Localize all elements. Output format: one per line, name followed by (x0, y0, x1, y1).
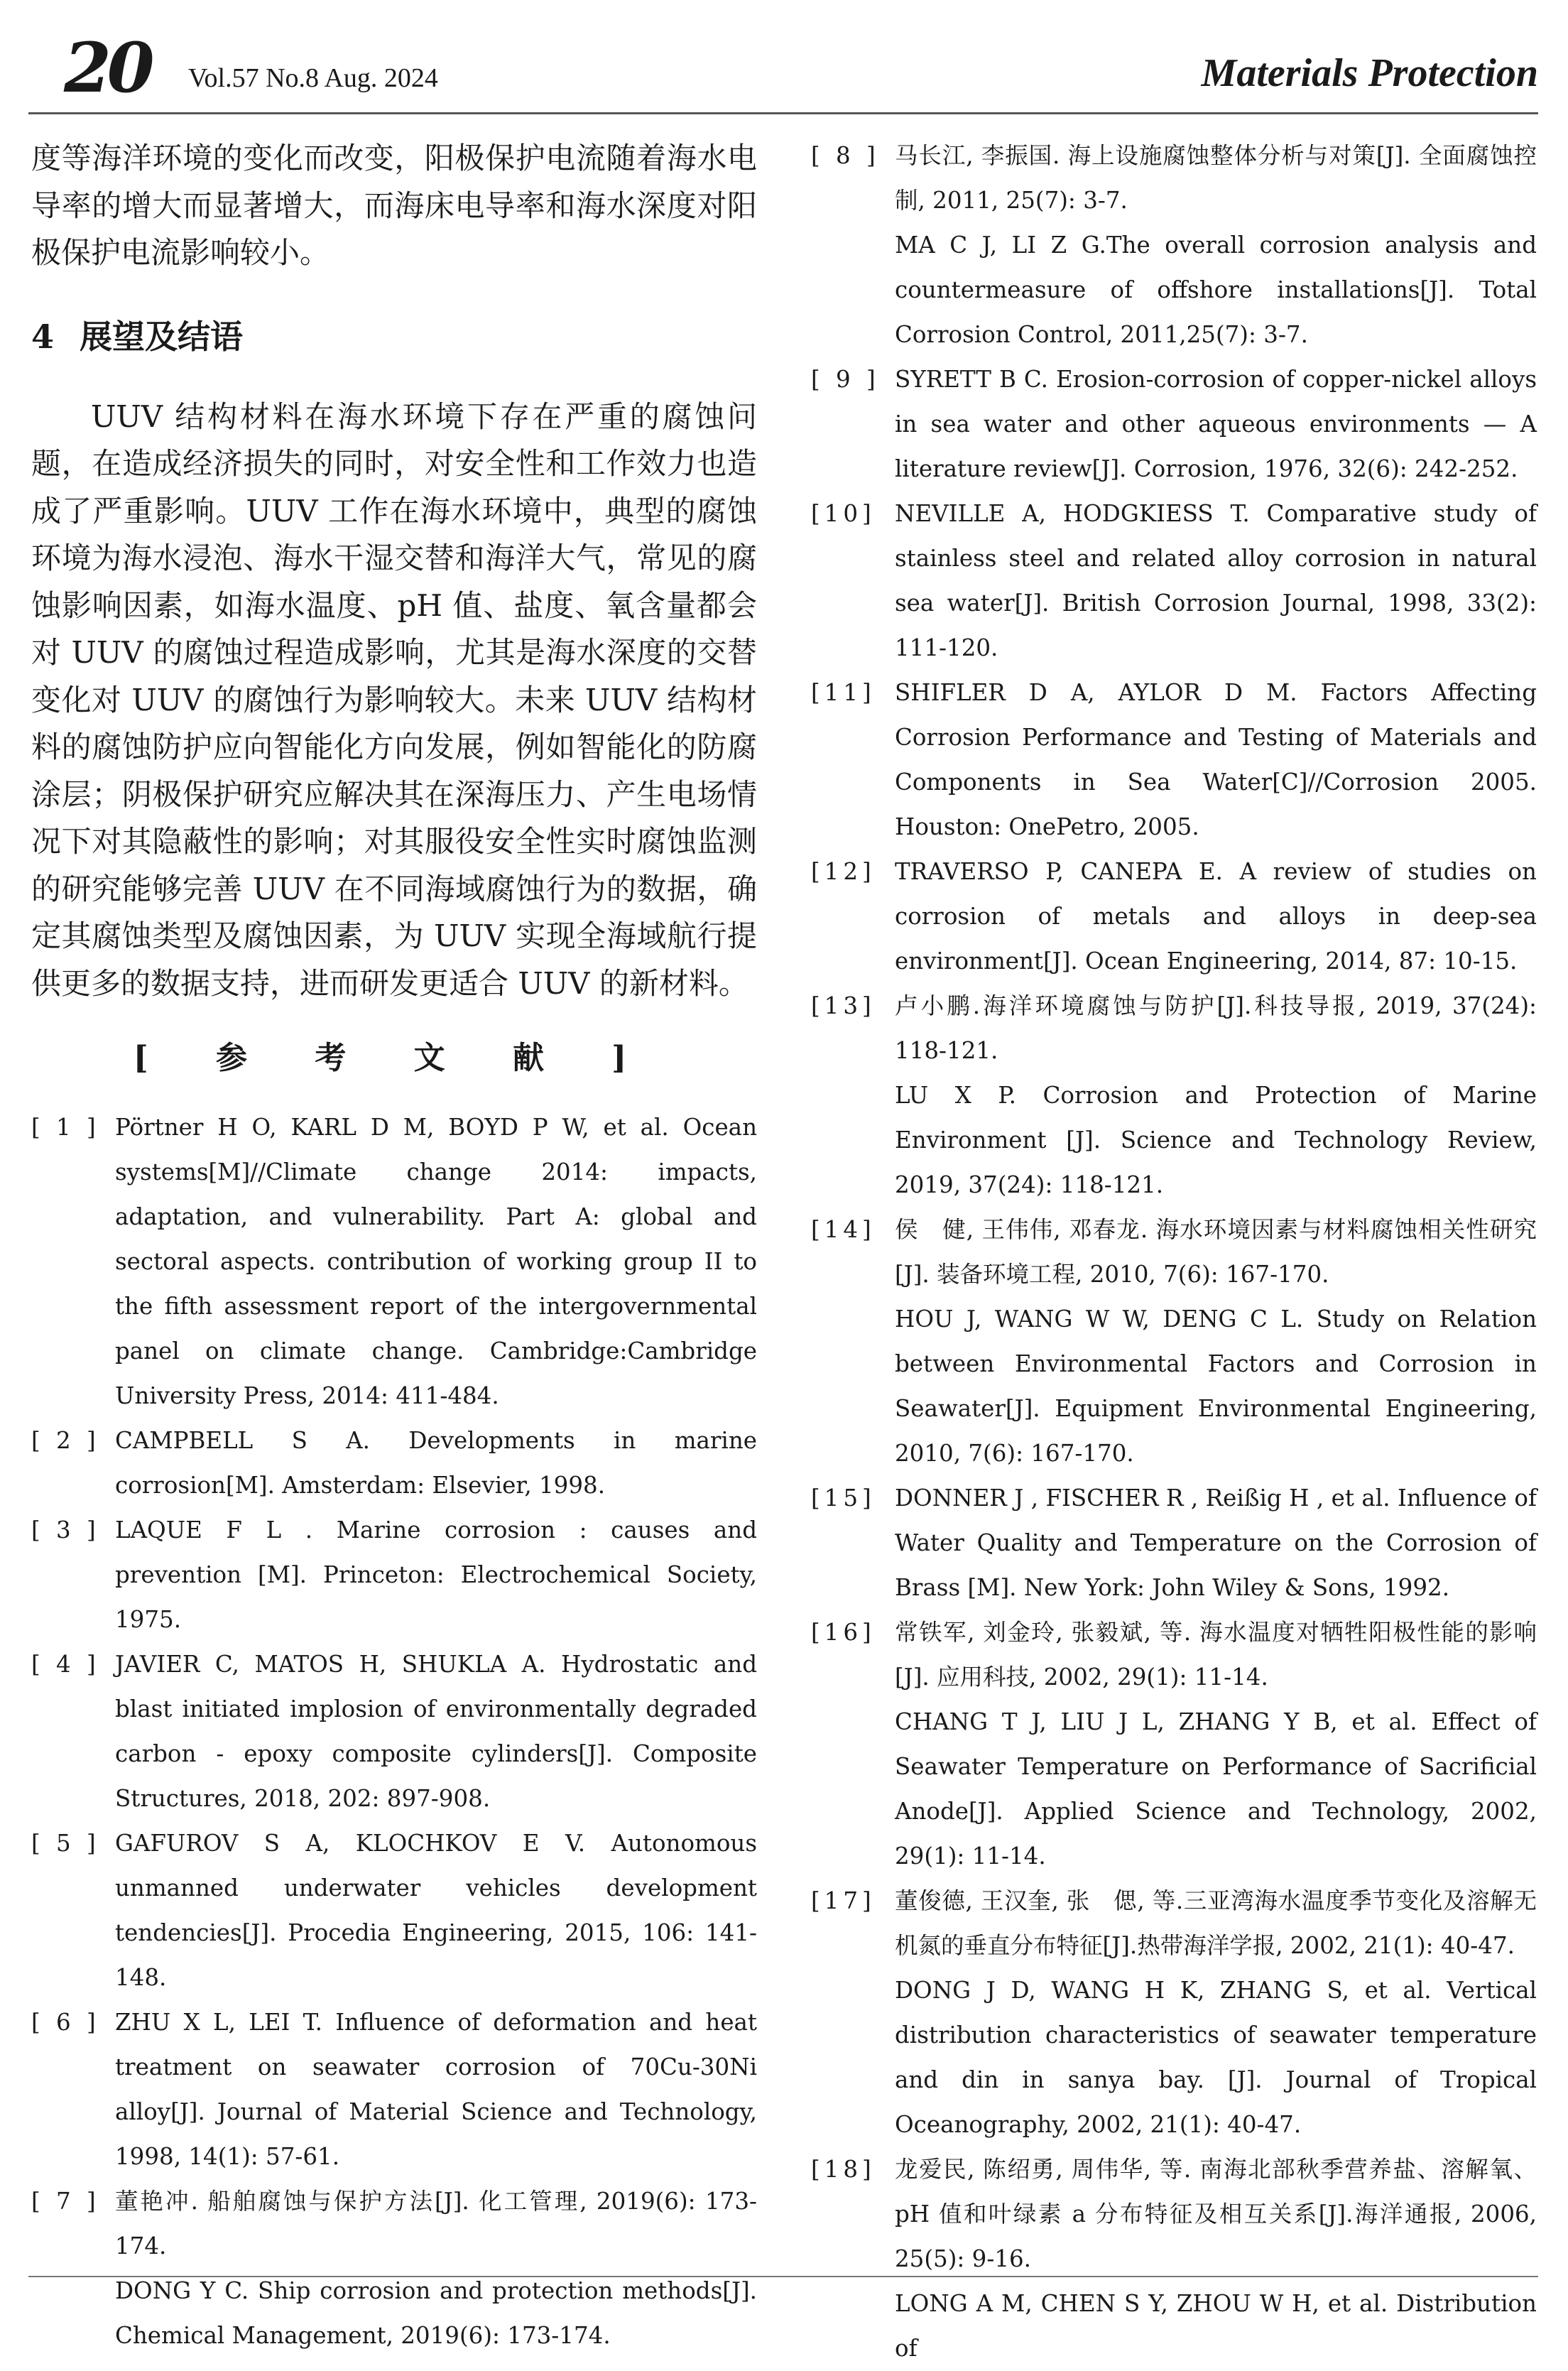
reference-item (811, 1610, 1537, 1879)
reference-number: [12] (811, 858, 876, 885)
reference-text-english: LU X P. Corrosion and Protection of Marine Environment [J]. Science and Technology Review, 2019, 37(24): 118-121. (895, 1082, 1537, 1198)
reference-number: [15] (811, 1485, 876, 1512)
reference-item (31, 1418, 757, 1508)
reference-text: 卢小鹏.海洋环境腐蚀与防护[J].科技导报, 2019, 37(24): 118-121. (895, 992, 1537, 1064)
page-header (28, 28, 1538, 108)
reference-text: 常铁军, 刘金玲, 张毅斌, 等. 海水温度对牺牲阳极性能的影响[J]. 应用科技, 2002, 29(1): 11-14. (895, 1619, 1537, 1691)
reference-text: CAMPBELL S A. Developments in marine corrosion[M]. Amsterdam: Elsevier, 1998. (115, 1427, 757, 1499)
reference-number: [ 9 ] (811, 366, 880, 393)
reference-number: [ 7 ] (31, 2188, 100, 2215)
reference-number: [17] (811, 1887, 876, 1914)
reference-item (31, 1508, 757, 1642)
reference-number: [ 8 ] (811, 142, 880, 169)
reference-number: [16] (811, 1619, 876, 1646)
reference-text-english: HOU J, WANG W W, DENG C L. Study on Relation between Environmental Factors and Corrosion in Seawater[J]. Equipment Environmental Engineering, 2010, 7(6): 167-170. (895, 1306, 1537, 1467)
reference-number: [ 4 ] (31, 1651, 100, 1678)
reference-text: GAFUROV S A, KLOCHKOV E V. Autonomous unmanned underwater vehicles development tendencies[J]. Procedia Engineering, 2015, 106: 141-148. (115, 1830, 757, 1991)
reference-item (31, 1105, 757, 1418)
reference-number: [11] (811, 679, 876, 706)
reference-number: [10] (811, 500, 876, 527)
reference-number: [13] (811, 992, 876, 1019)
right-column (811, 134, 1537, 2371)
reference-text: JAVIER C, MATOS H, SHUKLA A. Hydrostatic and blast initiated implosion of environmentally degraded carbon - epoxy composite cylinders[J]. Composite Structures, 2018, 202: 897-908. (115, 1651, 757, 1812)
reference-text: 董艳冲. 船舶腐蚀与保护方法[J]. 化工管理, 2019(6): 173-174. (115, 2188, 757, 2259)
section-title: 展望及结语 (80, 317, 244, 356)
reference-item (811, 357, 1537, 492)
reference-item (811, 671, 1537, 850)
reference-item (811, 984, 1537, 1208)
reference-item (811, 1476, 1537, 1610)
reference-number: [ 3 ] (31, 1517, 100, 1543)
reference-number: [18] (811, 2156, 876, 2183)
reference-text-english: MA C J, LI Z G.The overall corrosion analysis and countermeasure of offshore installations[J]. Total Corrosion Control, 2011,25(7): 3-7. (895, 232, 1537, 348)
reference-text-english: DONG Y C. Ship corrosion and protection methods[J]. Chemical Management, 2019(6): 173-174. (115, 2277, 757, 2349)
reference-item (811, 850, 1537, 984)
reference-number: [ 1 ] (31, 1114, 100, 1141)
reference-text: ZHU X L, LEI T. Influence of deformation and heat treatment on seawater corrosion of 70Cu-30Ni alloy[J]. Journal of Material Science and Technology, 1998, 14(1): 57-61. (115, 2009, 757, 2170)
reference-item (811, 1879, 1537, 2147)
section-body: UUV 结构材料在海水环境下存在严重的腐蚀问题，在造成经济损失的同时，对安全性和工作效力也造成了严重影响。UUV 工作在海水环境中，典型的腐蚀环境为海水浸泡、海水干湿交替和海洋大气，常见的腐蚀影响因素，如海水温度、pH 值、盐度、氧含量都会对 UUV 的腐蚀过程造成影响，尤其是海水深度的交替变化对 UUV 的腐蚀行为影响较大。未来 UUV 结构材料的腐蚀防护应向智能化方向发展，例如智能化的防腐涂层；阴极保护研究应解决其在深海压力、产生电场情况下对其隐蔽性的影响；对其服役安全性实时腐蚀监测的研究能够完善 UUV 在不同海域腐蚀行为的数据，确定其腐蚀类型及腐蚀因素，为 UUV 实现全海域航行提供更多的数据支持，进而研发更适合 UUV 的新材料。 (31, 398, 757, 1001)
references-list-right (811, 134, 1537, 2371)
reference-text: DONNER J , FISCHER R , Reißig H , et al. Influence of Water Quality and Temperature on the Corrosion of Brass [M]. New York: John Wiley & Sons, 1992. (895, 1485, 1537, 1601)
page-number: 20 (64, 28, 151, 108)
reference-item (811, 1208, 1537, 1476)
reference-number: [14] (811, 1216, 876, 1243)
journal-title: Materials Protection (1201, 51, 1538, 95)
references-heading: [ 参 考 文 献 ] (133, 1040, 655, 1076)
references-list-left (31, 1105, 757, 2358)
header-rule (28, 112, 1538, 114)
reference-item (31, 1642, 757, 1821)
reference-item (31, 2179, 757, 2358)
reference-text: TRAVERSO P, CANEPA E. A review of studies on corrosion of metals and alloys in deep-sea environment[J]. Ocean Engineering, 2014, 87: 10-15. (895, 858, 1537, 975)
reference-text: 龙爱民, 陈绍勇, 周伟华, 等. 南海北部秋季营养盐、溶解氧、pH 值和叶绿素 a 分布特征及相互关系[J].海洋通报, 2006, 25(5): 9-16. (895, 2156, 1537, 2272)
reference-text: 董俊德, 王汉奎, 张 偲, 等.三亚湾海水温度季节变化及溶解无机氮的垂直分布特征[J].热带海洋学报, 2002, 21(1): 40-47. (895, 1887, 1537, 1959)
section-heading (31, 314, 757, 359)
reference-item (31, 2000, 757, 2179)
reference-item (811, 492, 1537, 671)
reference-item (811, 2147, 1537, 2371)
reference-item (811, 134, 1537, 357)
reference-text: SHIFLER D A, AYLOR D M. Factors Affecting Corrosion Performance and Testing of Materials and Components in Sea Water[C]//Corrosion 2005. Houston: OnePetro, 2005. (895, 679, 1537, 840)
reference-number: [ 6 ] (31, 2009, 100, 2036)
reference-text-english: CHANG T J, LIU J L, ZHANG Y B, et al. Effect of Seawater Temperature on Performance of Sacrificial Anode[J]. Applied Science and Technology, 2002, 29(1): 11-14. (895, 1708, 1537, 1870)
reference-number: [ 2 ] (31, 1427, 100, 1454)
reference-item (31, 1821, 757, 2000)
intro-paragraph: 度等海洋环境的变化而改变，阳极保护电流随着海水电导率的增大而显著增大，而海床电导率和海水深度对阳极保护电流影响较小。 (31, 141, 757, 270)
reference-text: 侯 健, 王伟伟, 邓春龙. 海水环境因素与材料腐蚀相关性研究[J]. 装备环境工程, 2010, 7(6): 167-170. (895, 1216, 1537, 1288)
reference-text: 马长江, 李振国. 海上设施腐蚀整体分析与对策[J]. 全面腐蚀控制, 2011, 25(7): 3-7. (895, 142, 1537, 214)
issue-info: Vol.57 No.8 Aug. 2024 (188, 63, 438, 93)
reference-text: LAQUE F L . Marine corrosion : causes and prevention [M]. Princeton: Electrochemical Society, 1975. (115, 1517, 757, 1633)
left-column (31, 135, 757, 2358)
reference-text: Pörtner H O, KARL D M, BOYD P W, et al. Ocean systems[M]//Climate change 2014: impacts, adaptation, and vulnerability. Part A: global and sectoral aspects. contribution of working group II to the fifth assessment report of the intergovernmental panel on climate change. Cambridge:Cambridge University Press, 2014: 411-484. (115, 1114, 757, 1409)
section-number: 4 (31, 317, 55, 356)
reference-text-english: LONG A M, CHEN S Y, ZHOU W H, et al. Distribution of (895, 2290, 1537, 2362)
footer-rule (28, 2276, 1538, 2277)
reference-text: SYRETT B C. Erosion-corrosion of copper-nickel alloys in sea water and other aqueous environments — A literature review[J]. Corrosion, 1976, 32(6): 242-252. (895, 366, 1537, 482)
reference-number: [ 5 ] (31, 1830, 100, 1857)
reference-text: NEVILLE A, HODGKIESS T. Comparative study of stainless steel and related alloy corrosion in natural sea water[J]. British Corrosion Journal, 1998, 33(2): 111-120. (895, 500, 1537, 661)
reference-text-english: DONG J D, WANG H K, ZHANG S, et al. Vertical distribution characteristics of seawater temperature and din in sanya bay. [J]. Journal of Tropical Oceanography, 2002, 21(1): 40-47. (895, 1977, 1537, 2138)
